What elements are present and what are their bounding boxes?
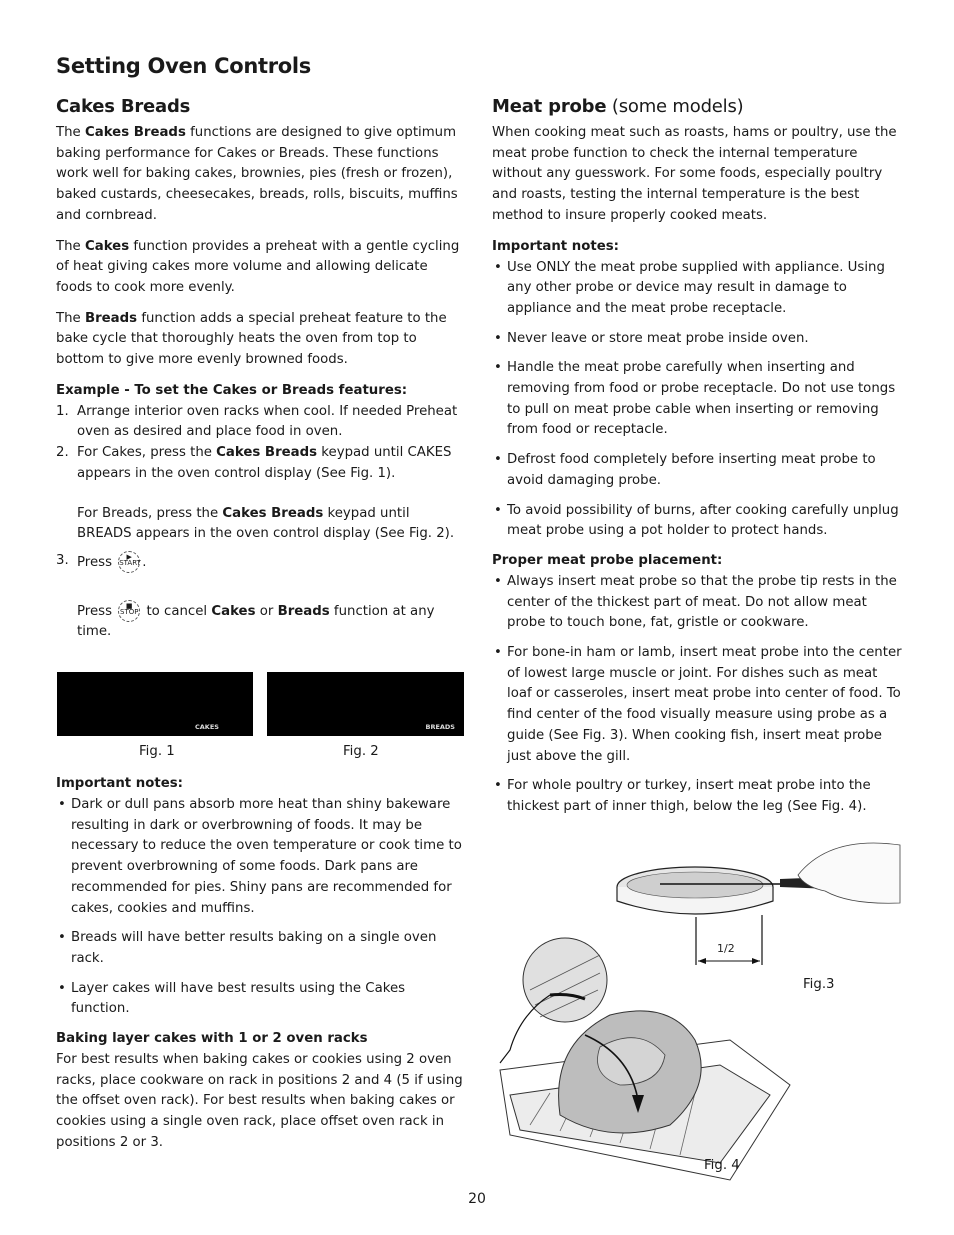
fig4-poultry-probe-illustration — [490, 935, 795, 1183]
meat-probe-intro: When cooking meat such as roasts, hams or poultry, use the meat probe function to check the internal temperature without any guesswork. For some foods, especially poultry and roasts, testing the internal temperature is the best method to insure properly cooked meats. — [492, 125, 897, 223]
cakes-function-text: The Cakes function provides a preheat with a gentle cycling of heat giving cakes more volume and allowing delicate foods to cook more evenly. — [56, 238, 460, 295]
fig3-measure-label: 1/2 — [717, 942, 735, 955]
left-note-item: • Breads will have better results baking on a single oven rack. — [56, 928, 466, 969]
right-note-item: • To avoid possibility of burns, after cooking carefully unplug meat probe using a pot holder to protect hands. — [492, 501, 904, 542]
meat-probe-heading: Meat probe (some models) — [492, 96, 744, 117]
step-1: 1. Arrange interior oven racks when cool. If needed Preheat oven as desired and place food in oven. — [56, 403, 458, 440]
layer-cakes-heading: Baking layer cakes with 1 or 2 oven racks — [56, 1031, 368, 1047]
page-title: Setting Oven Controls — [56, 54, 311, 78]
left-notes-list — [56, 795, 466, 1020]
right-note-item: • Never leave or store meat probe inside oven. — [492, 329, 904, 350]
placement-item: • For whole poultry or turkey, insert meat probe into the thickest part of inner thigh, below the leg (See Fig. 4). — [492, 776, 904, 817]
step-3: 3. Press ▶ START. Press ■ STOP to cancel Cakes or Breads function at any time. — [56, 552, 435, 640]
right-note-item: • Use ONLY the meat probe supplied with appliance. Using any other probe or device may result in damage to appliance and the meat probe receptacle. — [492, 258, 904, 320]
fig3-caption: Fig.3 — [803, 977, 835, 992]
fig1-caption: Fig. 1 — [139, 744, 175, 759]
left-notes-section — [56, 770, 466, 1164]
example-heading: Example - To set the Cakes or Breads features: — [56, 382, 408, 398]
right-notes-list — [492, 258, 904, 542]
stop-key-icon: ■ STOP — [118, 600, 140, 622]
placement-heading: Proper meat probe placement: — [492, 552, 723, 568]
layer-cakes-text: For best results when baking cakes or cookies using 2 oven racks, place cookware on rack in positions 2 and 4 (5 if using the offset oven rack). For best results when baking cakes or cookies using a single oven rack, place offset oven rack in positions 2 or 3. — [56, 1052, 463, 1150]
right-notes-heading: Important notes: — [492, 238, 620, 254]
steps-list — [56, 402, 466, 643]
placement-list — [492, 572, 904, 818]
page-number: 20 — [468, 1191, 486, 1207]
fig1-display-panel — [57, 672, 253, 736]
fig2-caption: Fig. 2 — [343, 744, 379, 759]
fig2-display-text: BREADS — [425, 723, 455, 731]
left-column — [56, 96, 466, 649]
right-note-item: • Defrost food completely before inserting meat probe to avoid damaging probe. — [492, 450, 904, 491]
placement-item: • For bone-in ham or lamb, insert meat probe into the center of lowest large muscle or joint. For dishes such as meat loaf or casseroles, insert meat probe into center of food. To find center of the food visually measure using probe as a guide (See Fig. 3). When cooking fish, insert meat probe just above the gill. — [492, 643, 904, 767]
right-note-item: • Handle the meat probe carefully when inserting and removing from food or probe receptacle. Do not use tongs to pull on meat probe cable when inserting or removing from food or receptacle. — [492, 358, 904, 441]
cakes-breads-heading: Cakes Breads — [56, 96, 191, 117]
cakes-breads-intro: The Cakes Breads functions are designed to give optimum baking performance for Cakes or Breads. These functions work well for baking cakes, brownies, pies (fresh or frozen), baked custards, cheesecakes, breads, rolls, biscuits, muffins and cornbread. — [56, 125, 458, 223]
breads-function-text: The Breads function adds a special preheat feature to the bake cycle that thoroughly heats the oven from top to bottom to give more evenly browned foods. — [56, 310, 447, 368]
step-2: 2. For Cakes, press the Cakes Breads keypad until CAKES appears in the oven control display (See Fig. 1). For Breads, press the Cakes Breads keypad until BREADS appears in the oven control display (See Fig. 2). — [56, 445, 455, 542]
left-notes-heading: Important notes: — [56, 776, 184, 791]
right-column — [492, 96, 904, 827]
fig1-display-text: CAKES — [195, 723, 219, 731]
start-key-icon: ▶ START — [118, 551, 140, 573]
left-note-item: • Dark or dull pans absorb more heat than shiny bakeware resulting in dark or overbrowning of foods. It may be necessary to reduce the oven temperature or cook time to prevent overbrowning of some foods. Dark pans are recommended for pies. Shiny pans are recommended for cakes, cookies and muffins. — [56, 795, 466, 919]
fig4-caption: Fig. 4 — [704, 1158, 740, 1173]
placement-item: • Always insert meat probe so that the probe tip rests in the center of the thickest part of meat. Do not allow meat probe to touch bone, fat, gristle or cookware. — [492, 572, 904, 634]
left-note-item: • Layer cakes will have best results using the Cakes function. — [56, 979, 466, 1020]
fig2-display-panel — [267, 672, 464, 736]
